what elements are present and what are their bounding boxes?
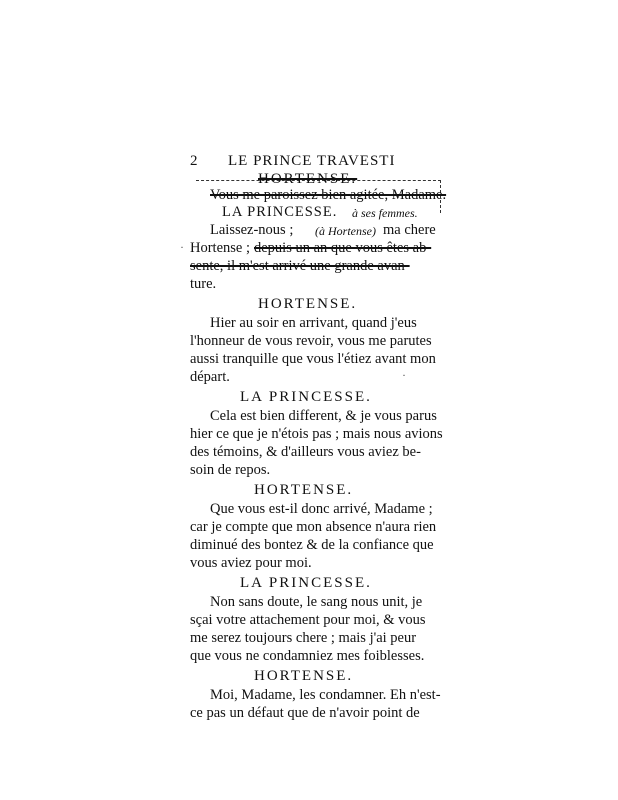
text-line: Cela est bien different, & je vous parus [210,408,437,424]
struck-line: Vous me paroissez bien agitée, Madame. [210,187,447,203]
margin-dot: · [402,368,406,382]
text-line: Non sans doute, le sang nous unit, je [210,594,423,610]
speaker-heading: HORTENSE. [254,482,354,498]
text-line: Que vous est-il donc arrivé, Madame ; [210,501,433,517]
text-line: l'honneur de vous revoir, vous me parutes [190,333,432,349]
text-line: départ. [190,369,230,385]
text-line: diminué des bontez & de la confiance que [190,537,434,553]
text-line: Moi, Madame, les condamner. Eh n'est- [210,687,441,703]
text-line: sçai votre attachement pour moi, & vous [190,612,426,628]
text-line: me serez toujours chere ; mais j'ai peur [190,630,417,646]
struck-line: sente, il m'est arrivé une grande avan- [190,258,410,274]
speaker-heading: LA PRINCESSE. [240,389,372,405]
stage-direction: (à Hortense) [315,224,376,238]
speaker-heading: HORTENSE. [258,296,358,312]
text-line: Laissez-nous ; [210,222,294,238]
speaker-inline: LA PRINCESSE. [222,204,338,220]
text-line: des témoins, & d'ailleurs vous aviez be- [190,444,421,460]
text-line: ture. [190,276,217,292]
text-line: que vous ne condamniez mes foiblesses. [190,648,425,664]
text-line: Hortense ; [190,240,250,256]
text-line: ma chere [383,222,436,238]
text-line: ce pas un défaut que de n'avoir point de [190,705,420,721]
speaker-heading: HORTENSE. [258,171,358,187]
text-line: Hier au soir en arrivant, quand j'eus [210,315,417,331]
running-title: LE PRINCE TRAVESTI [228,153,396,169]
struck-line: depuis un an que vous êtes ab- [254,240,432,256]
text-line: car je compte que mon absence n'aura rien [190,519,437,535]
page-number: 2 [190,153,199,169]
stage-direction: à ses femmes. [352,206,418,220]
speaker-heading: LA PRINCESSE. [240,575,372,591]
text-line: aussi tranquille que vous l'étiez avant mon [190,351,436,367]
text-line: hier ce que je n'étois pas ; mais nous avions [190,426,443,442]
text-line: vous aviez pour moi. [190,555,312,571]
text-line: soin de repos. [190,462,271,478]
speaker-heading: HORTENSE. [254,668,354,684]
margin-dot: · [180,240,184,254]
